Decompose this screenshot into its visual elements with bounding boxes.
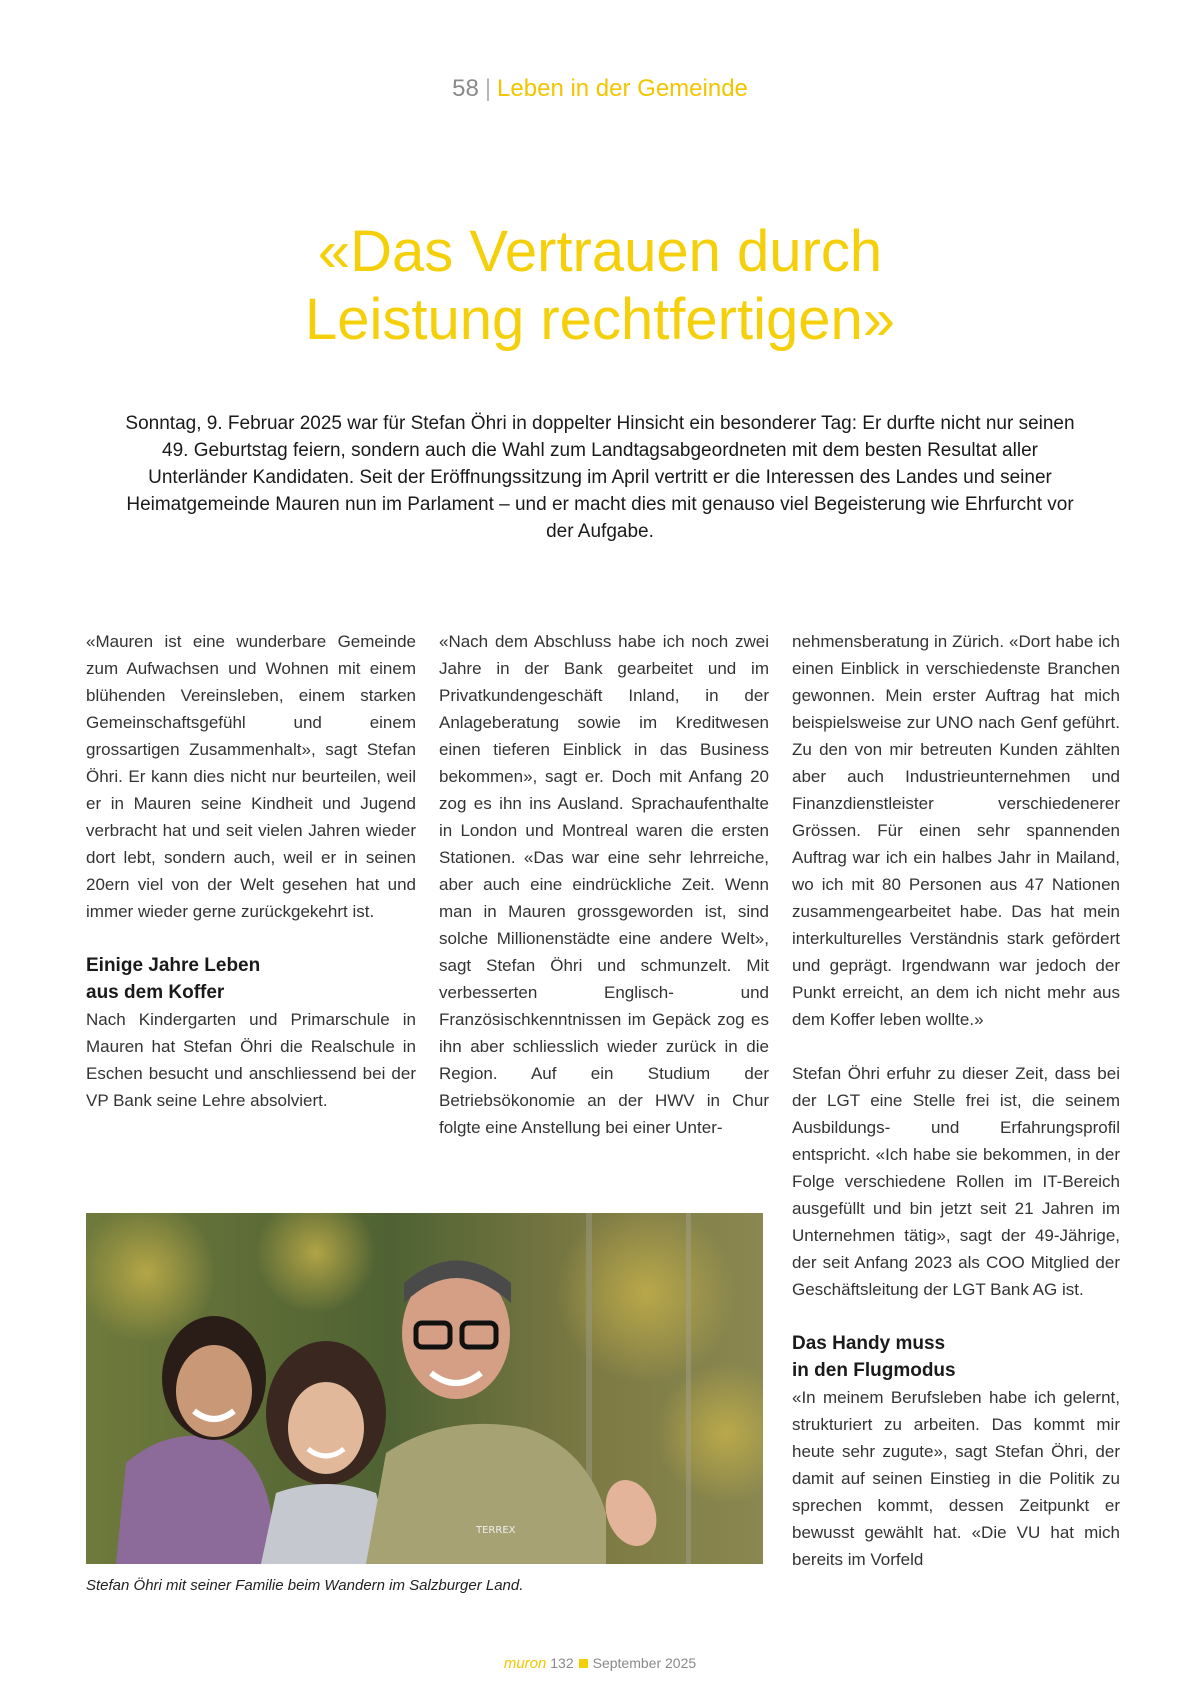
page-number: 58 [452, 75, 479, 102]
subheading [86, 952, 416, 1006]
title-line-1: «Das Vertrauen durch [317, 219, 883, 284]
subheading-line-1: Einige Jahre Leben [86, 955, 261, 976]
paragraph: «Mauren ist eine wunderbare Gemeinde zum Aufwachsen und Wohnen mit einem blühenden Vereinsleben, einem starken Gemeinschaftsgefühl und einem grossartigen Zusammenhalt», sagt Stefan Öhri. Er kann dies nicht nur beurteilen, weil er in Mauren seine Kindheit und Jugend verbracht hat und seit vielen Jahren wieder dort lebt, sondern auch, weil er in seinen 20ern viel von der Welt gesehen hat und immer wieder gerne zurückgekehrt ist. [86, 632, 416, 921]
magazine-brand: muron [503, 1655, 547, 1672]
article-title [100, 218, 1100, 354]
subheading-line-2: in den Flugmodus [792, 1360, 956, 1381]
text-column-3 [792, 628, 1120, 1573]
square-bullet-icon [579, 1659, 588, 1668]
section-title: Leben in der Gemeinde [497, 75, 748, 102]
jacket-logo: TERREX [476, 1525, 516, 1536]
paragraph: «In meinem Berufsleben habe ich gelernt, strukturiert zu arbeiten. Das kommt mir heute sehr zugute», sagt Stefan Öhri, der damit auf seinen Einstieg in die Politik zu sprechen kommt, dessen Zeitpunkt er bewusst gewählt hat. «Die VU hat mich bereits im Vorfeld [792, 1388, 1120, 1569]
page-footer [0, 1654, 1200, 1673]
paragraph: «Nach dem Abschluss habe ich noch zwei Jahre in der Bank gearbeitet und im Privatkundengeschäft Inland, in der Anlageberatung sowie im Kreditwesen einen tieferen Einblick in das Business bekommen», sagt er. Doch mit Anfang 20 zog es ihn ins Ausland. Sprachaufenthalte in London und Montreal waren die ersten Stationen. «Das war eine sehr lehrreiche, aber auch eine eindrückliche Zeit. Wenn man in Mauren grossgeworden ist, sind solche Millionenstädte eine andere Welt», sagt Stefan Öhri und schmunzelt. Mit verbesserten Englisch- und Französischkenntnissen im Gepäck zog es ihn aber schliesslich wieder zurück in die Region. Auf ein Studium der Betriebsökonomie an der HWV in Chur folgte eine Anstellung bei einer Unter- [439, 632, 769, 1137]
subheading-line-1: Das Handy muss [792, 1333, 946, 1354]
issue-number: 132 [550, 1655, 574, 1671]
photo-caption: Stefan Öhri mit seiner Familie beim Wandern im Salzburger Land. [86, 1577, 524, 1594]
text-column-2 [439, 628, 769, 1141]
paragraph: Stefan Öhri erfuhr zu dieser Zeit, dass bei der LGT eine Stelle frei ist, die seinem Ausbildungs- und Erfahrungsprofil entspricht. «Ich habe sie bekommen, in der Folge verschiedene Rollen im IT-Bereich ausgefüllt und bin jetzt seit 21 Jahren im Unternehmen tätig», sagt der 49-Jährige, der seit Anfang 2023 als COO Mitglied der Geschäftsleitung der LGT Bank AG ist. [792, 1064, 1120, 1299]
paragraph: nehmensberatung in Zürich. «Dort habe ich einen Einblick in verschiedenste Branchen gewonnen. Mein erster Auftrag hat mich beispielsweise zur UNO nach Genf geführt. Zu den von mir betreuten Kunden zählten aber auch Industrieunternehmen und Finanzdienstleister verschiedenerer Grössen. Für einen sehr spannenden Auftrag war ich ein halbes Jahr in Mailand, wo ich mit 80 Personen aus 47 Nationen zusammengearbeitet habe. Das hat mein interkulturelles Verständnis stark gefördert und geprägt. Irgendwann war jedoch der Punkt erreicht, an dem ich nicht mehr aus dem Koffer leben wollte.» [792, 632, 1120, 1029]
paragraph: Nach Kindergarten und Primarschule in Mauren hat Stefan Öhri die Realschule in Eschen besucht und anschliessend bei der VP Bank seine Lehre absolviert. [86, 1010, 416, 1110]
title-line-2: Leistung rechtfertigen» [304, 287, 896, 352]
subheading-line-2: aus dem Koffer [86, 982, 225, 1003]
article-lead: Sonntag, 9. Februar 2025 war für Stefan Öhri in doppelter Hinsicht ein besonderer Tag: Er durfte nicht nur seinen 49. Geburtstag feiern, sondern auch die Wahl zum Landtagsabgeordneten mit dem besten Resultat aller Unterländer Kandidaten. Seit der Eröffnungssitzung im April vertritt er die Interessen des Landes und seiner Heimatgemeinde Mauren nun im Parlament – und er macht dies mit genauso viel Begeisterung wie Ehrfurcht vor der Aufgabe. [125, 413, 1075, 542]
family-photo-illustration [86, 1213, 763, 1564]
issue-date: September 2025 [592, 1655, 697, 1671]
running-header [0, 74, 1200, 104]
header-separator: | [484, 75, 492, 102]
family-photo [86, 1213, 763, 1564]
subheading [792, 1330, 1120, 1384]
text-column-1 [86, 628, 416, 1114]
